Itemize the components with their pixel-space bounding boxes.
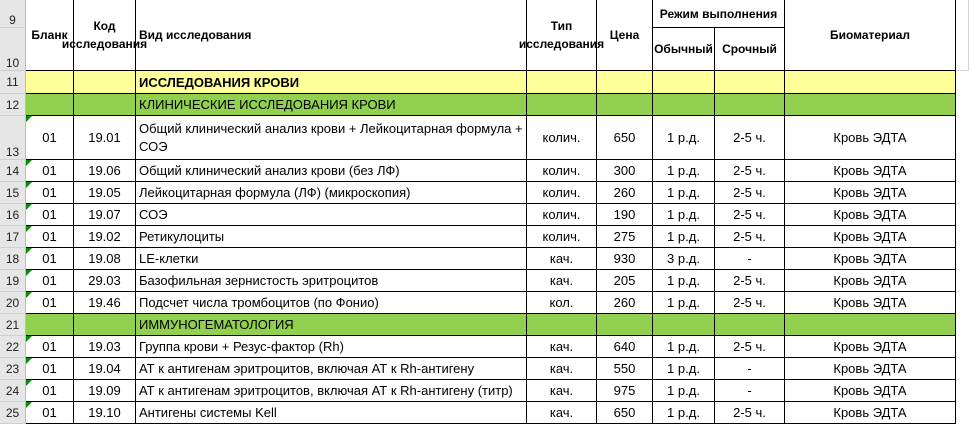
cell-name[interactable]: Подсчет числа тромбоцитов (по Фонио) [136, 292, 527, 314]
cell-biomaterial[interactable]: Кровь ЭДТА [785, 204, 956, 226]
cell-blank[interactable]: 01 [26, 270, 74, 292]
empty-cell[interactable] [26, 314, 74, 336]
cell-name[interactable]: СОЭ [136, 204, 527, 226]
cell-blank[interactable]: 01 [26, 402, 74, 424]
table-row [0, 402, 969, 424]
green-corner-icon [26, 358, 32, 364]
cell-urgent[interactable]: 2-5 ч. [715, 292, 785, 314]
cell-name[interactable]: Общий клинический анализ крови (без ЛФ) [136, 160, 527, 182]
empty-cell[interactable] [653, 94, 715, 116]
cell-regular[interactable]: 1 р.д. [653, 226, 715, 248]
cell-type[interactable]: кач. [527, 358, 597, 380]
row-number-23[interactable]: 23 [0, 358, 26, 380]
cell-code[interactable]: 19.07 [74, 204, 136, 226]
green-corner-icon [26, 292, 32, 298]
header-biomaterial[interactable]: Биоматериал [785, 0, 956, 71]
cell-price[interactable]: 260 [597, 292, 653, 314]
green-corner-icon [26, 336, 32, 342]
cell-blank[interactable]: 01 [26, 292, 74, 314]
cell-regular[interactable]: 3 р.д. [653, 248, 715, 270]
header-type[interactable]: Тип исследования [527, 0, 597, 71]
cell-price[interactable]: 975 [597, 380, 653, 402]
section-row-immuno [0, 314, 969, 336]
section-title-blood[interactable]: ИССЛЕДОВАНИЯ КРОВИ [136, 71, 527, 94]
cell-code[interactable]: 19.08 [74, 248, 136, 270]
section-row-blood [0, 71, 969, 94]
cell-price[interactable]: 930 [597, 248, 653, 270]
cell-regular[interactable]: 1 р.д. [653, 380, 715, 402]
cell-regular[interactable]: 1 р.д. [653, 292, 715, 314]
header-row [0, 0, 969, 71]
header-code[interactable]: Код исследования [74, 0, 136, 71]
row-number-22[interactable]: 22 [0, 336, 26, 358]
cell-biomaterial[interactable]: Кровь ЭДТА [785, 380, 956, 402]
empty-cell[interactable] [956, 0, 969, 71]
cell-price[interactable]: 550 [597, 358, 653, 380]
empty-cell[interactable] [26, 94, 74, 116]
cell-price[interactable]: 640 [597, 336, 653, 358]
green-corner-icon [26, 116, 32, 122]
cell-biomaterial[interactable]: Кровь ЭДТА [785, 226, 956, 248]
cell-biomaterial[interactable]: Кровь ЭДТА [785, 292, 956, 314]
cell-code[interactable]: 19.46 [74, 292, 136, 314]
cell-urgent[interactable]: - [715, 380, 785, 402]
cell-name[interactable]: Антигены системы Kell [136, 402, 527, 424]
empty-cell[interactable] [653, 314, 715, 336]
table-row [0, 270, 969, 292]
cell-biomaterial[interactable]: Кровь ЭДТА [785, 270, 956, 292]
empty-cell[interactable] [785, 314, 956, 336]
cell-biomaterial[interactable]: Кровь ЭДТА [785, 116, 956, 160]
cell-biomaterial[interactable]: Кровь ЭДТА [785, 182, 956, 204]
cell-urgent[interactable]: - [715, 248, 785, 270]
row-number-11[interactable]: 11 [0, 71, 26, 94]
empty-cell[interactable] [74, 71, 136, 94]
cell-type[interactable]: кач. [527, 336, 597, 358]
row-number-24[interactable]: 24 [0, 380, 26, 402]
cell-urgent[interactable]: 2-5 ч. [715, 204, 785, 226]
empty-cell[interactable] [74, 314, 136, 336]
cell-biomaterial[interactable]: Кровь ЭДТА [785, 336, 956, 358]
section-title-clinical[interactable]: КЛИНИЧЕСКИЕ ИССЛЕДОВАНИЯ КРОВИ [136, 94, 527, 116]
table-row [0, 116, 969, 160]
empty-cell[interactable] [785, 94, 956, 116]
cell-regular[interactable]: 1 р.д. [653, 336, 715, 358]
header-price[interactable]: Цена [597, 0, 653, 71]
cell-urgent[interactable]: - [715, 358, 785, 380]
header-mode[interactable]: Режим выполнения [653, 0, 785, 28]
table-row [0, 358, 969, 380]
section-row-clinical [0, 94, 969, 116]
empty-cell[interactable] [527, 314, 597, 336]
header-urgent[interactable]: Срочный [715, 28, 785, 71]
cell-type[interactable]: кол. [527, 292, 597, 314]
cell-type[interactable]: колич. [527, 226, 597, 248]
row-number-10[interactable]: 10 [0, 28, 26, 71]
green-corner-icon [26, 226, 32, 232]
cell-regular[interactable]: 1 р.д. [653, 116, 715, 160]
row-number-25[interactable]: 25 [0, 402, 26, 424]
cell-urgent[interactable]: 2-5 ч. [715, 182, 785, 204]
table-row [0, 248, 969, 270]
cell-regular[interactable]: 1 р.д. [653, 204, 715, 226]
green-corner-icon [26, 380, 32, 386]
cell-code[interactable]: 19.05 [74, 182, 136, 204]
empty-cell[interactable] [785, 71, 956, 94]
cell-price[interactable]: 300 [597, 160, 653, 182]
table-row [0, 336, 969, 358]
cell-code[interactable]: 19.04 [74, 358, 136, 380]
table-row [0, 160, 969, 182]
green-corner-icon [26, 270, 32, 276]
table-row [0, 204, 969, 226]
cell-code[interactable]: 19.02 [74, 226, 136, 248]
cell-regular[interactable]: 1 р.д. [653, 402, 715, 424]
cell-blank[interactable]: 01 [26, 160, 74, 182]
empty-cell[interactable] [26, 71, 74, 94]
cell-urgent[interactable]: 2-5 ч. [715, 116, 785, 160]
cell-name[interactable]: Ретикулоциты [136, 226, 527, 248]
cell-type[interactable]: кач. [527, 270, 597, 292]
green-corner-icon [26, 402, 32, 408]
cell-biomaterial[interactable]: Кровь ЭДТА [785, 248, 956, 270]
cell-price[interactable]: 205 [597, 270, 653, 292]
empty-cell[interactable] [527, 71, 597, 94]
green-corner-icon [26, 248, 32, 254]
green-corner-icon [26, 160, 32, 166]
cell-urgent[interactable]: 2-5 ч. [715, 402, 785, 424]
cell-code[interactable]: 19.10 [74, 402, 136, 424]
cell-name[interactable]: LE-клетки [136, 248, 527, 270]
cell-blank[interactable]: 01 [26, 204, 74, 226]
cell-code[interactable]: 19.03 [74, 336, 136, 358]
cell-type[interactable]: колич. [527, 204, 597, 226]
cell-code[interactable]: 29.03 [74, 270, 136, 292]
cell-biomaterial[interactable]: Кровь ЭДТА [785, 358, 956, 380]
row-number-9[interactable]: 9 [0, 0, 26, 28]
cell-urgent[interactable]: 2-5 ч. [715, 160, 785, 182]
cell-regular[interactable]: 1 р.д. [653, 270, 715, 292]
empty-cell[interactable] [715, 71, 785, 94]
cell-type[interactable]: колич. [527, 116, 597, 160]
cell-name[interactable]: Группа крови + Резус-фактор (Rh) [136, 336, 527, 358]
cell-blank[interactable]: 01 [26, 116, 74, 160]
empty-cell[interactable] [597, 71, 653, 94]
cell-biomaterial[interactable]: Кровь ЭДТА [785, 402, 956, 424]
cell-name[interactable]: АТ к антигенам эритроцитов, включая АТ к Rh-антигену (титр) [136, 380, 527, 402]
cell-blank[interactable]: 01 [26, 336, 74, 358]
empty-cell[interactable] [527, 94, 597, 116]
empty-cell[interactable] [74, 94, 136, 116]
row-number-14[interactable]: 14 [0, 160, 26, 182]
green-corner-icon [26, 204, 32, 210]
empty-cell[interactable] [597, 94, 653, 116]
cell-type[interactable]: колич. [527, 182, 597, 204]
row-number-21[interactable]: 21 [0, 314, 26, 336]
table-row [0, 292, 969, 314]
section-title-immuno[interactable]: ИММУНОГЕМАТОЛОГИЯ [136, 314, 527, 336]
cell-price[interactable]: 275 [597, 226, 653, 248]
cell-urgent[interactable]: 2-5 ч. [715, 226, 785, 248]
cell-type[interactable]: кач. [527, 380, 597, 402]
cell-name[interactable]: Лейкоцитарная формула (ЛФ) (микроскопия) [136, 182, 527, 204]
row-number-16[interactable]: 16 [0, 204, 26, 226]
cell-name[interactable]: АТ к антигенам эритроцитов, включая АТ к Rh-антигену [136, 358, 527, 380]
table-row [0, 380, 969, 402]
row-number-15[interactable]: 15 [0, 182, 26, 204]
cell-blank[interactable]: 01 [26, 182, 74, 204]
row-number-17[interactable]: 17 [0, 226, 26, 248]
cell-type[interactable]: кач. [527, 402, 597, 424]
empty-cell[interactable] [715, 94, 785, 116]
empty-cell[interactable] [653, 71, 715, 94]
row-number-18[interactable]: 18 [0, 248, 26, 270]
table-row [0, 182, 969, 204]
cell-name[interactable]: Общий клинический анализ крови + Лейкоцитарная формула + СОЭ [136, 116, 527, 160]
cell-biomaterial[interactable]: Кровь ЭДТА [785, 160, 956, 182]
row-number-20[interactable]: 20 [0, 292, 26, 314]
cell-price[interactable]: 650 [597, 116, 653, 160]
cell-urgent[interactable]: 2-5 ч. [715, 336, 785, 358]
cell-type[interactable]: кач. [527, 248, 597, 270]
cell-blank[interactable]: 01 [26, 380, 74, 402]
empty-cell[interactable] [715, 314, 785, 336]
cell-code[interactable]: 19.01 [74, 116, 136, 160]
cell-type[interactable]: колич. [527, 160, 597, 182]
table-row [0, 226, 969, 248]
row-number-13[interactable]: 13 [0, 116, 26, 160]
cell-regular[interactable]: 1 р.д. [653, 160, 715, 182]
cell-price[interactable]: 190 [597, 204, 653, 226]
cell-blank[interactable]: 01 [26, 358, 74, 380]
empty-cell[interactable] [597, 314, 653, 336]
cell-regular[interactable]: 1 р.д. [653, 358, 715, 380]
cell-regular[interactable]: 1 р.д. [653, 182, 715, 204]
header-name[interactable]: Вид исследования [136, 0, 527, 71]
header-regular[interactable]: Обычный [653, 28, 715, 71]
cell-code[interactable]: 19.06 [74, 160, 136, 182]
cell-price[interactable]: 650 [597, 402, 653, 424]
header-blank[interactable]: Бланк [26, 0, 74, 71]
cell-code[interactable]: 19.09 [74, 380, 136, 402]
green-corner-icon [26, 182, 32, 188]
cell-blank[interactable]: 01 [26, 226, 74, 248]
cell-urgent[interactable]: 2-5 ч. [715, 270, 785, 292]
cell-price[interactable]: 260 [597, 182, 653, 204]
cell-name[interactable]: Базофильная зернистость эритроцитов [136, 270, 527, 292]
row-number-19[interactable]: 19 [0, 270, 26, 292]
cell-blank[interactable]: 01 [26, 248, 74, 270]
row-number-12[interactable]: 12 [0, 94, 26, 116]
